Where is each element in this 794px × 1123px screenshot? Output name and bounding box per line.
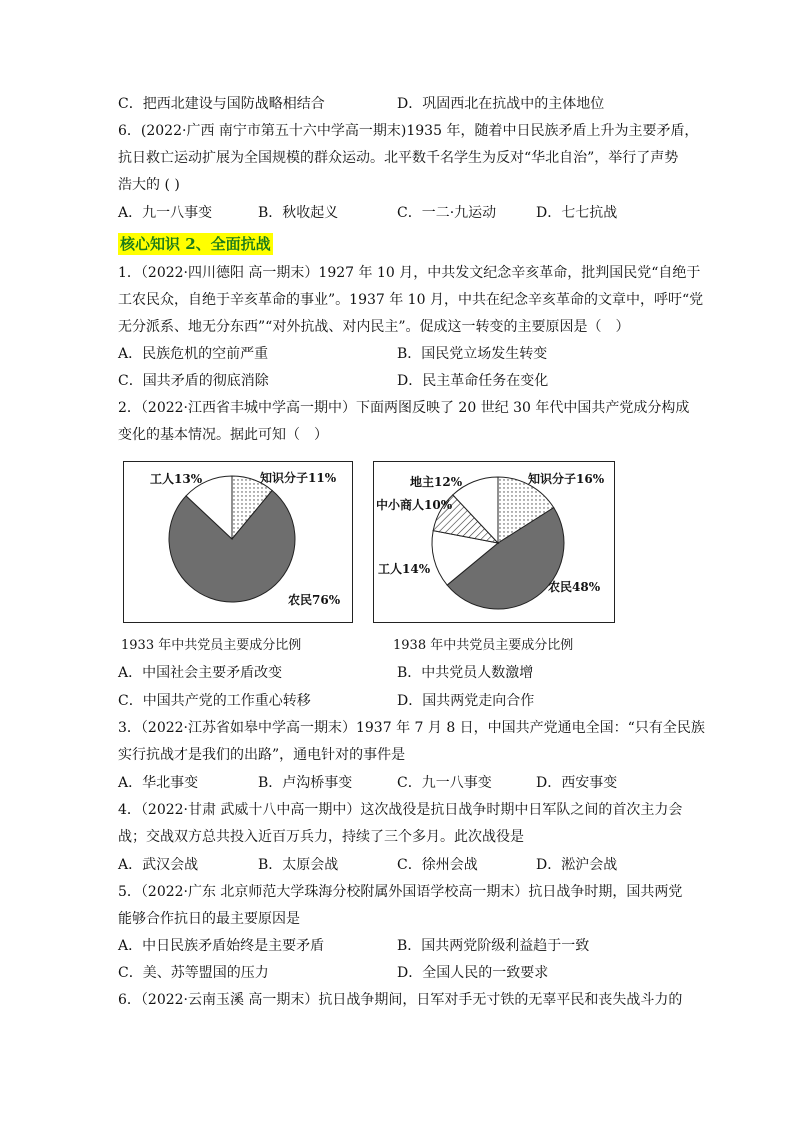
pie-chart-1938-svg (374, 462, 614, 622)
question-text: 1．（2022·四川德阳 高一期末）1927 年 10 月，中共发文纪念辛亥革命，批判国民党“自绝于 (118, 265, 701, 281)
option-d: D．巩固西北在抗战中的主体地位 (397, 96, 605, 112)
option-b: B．中共党员人数激增 (397, 665, 534, 681)
option-d: D．淞沪会战 (536, 857, 618, 873)
option-a: A．武汉会战 (118, 857, 199, 873)
option-c: C．国共矛盾的彻底消除 (118, 373, 269, 389)
option-b: B．卢沟桥事变 (258, 775, 353, 791)
option-c: C．九一八事变 (397, 775, 492, 791)
option-b: B．太原会战 (258, 857, 339, 873)
question-text: 能够合作抗日的最主要原因是 (118, 911, 300, 927)
chart-caption-1938: 1938 年中共党员主要成分比例 (393, 638, 574, 653)
question-text: 实行抗战才是我们的出路”，通电针对的事件是 (118, 747, 406, 763)
option-b: B．国共两党阶级利益趋于一致 (397, 938, 590, 954)
pie-label-工人: 工人14% (378, 562, 431, 576)
option-a: A．中日民族矛盾始终是主要矛盾 (118, 938, 325, 954)
pie-chart-1933 (123, 461, 353, 623)
question-text: 4．（2022·甘肃 武威十八中高一期中）这次战役是抗日战争时期中日军队之间的首次主力会 (118, 802, 683, 818)
option-c: C．美、苏等盟国的压力 (118, 965, 269, 981)
pie-label-中小商人: 中小商人10% (376, 498, 453, 512)
option-c: C．一二·九运动 (397, 205, 497, 221)
question-text: 抗日救亡运动扩展为全国规模的群众运动。北平数千名学生为反对“华北自治”，举行了声势 (118, 150, 679, 166)
pie-label-工人: 工人13% (150, 472, 203, 486)
question-text: 变化的基本情况。据此可知（ ） (118, 427, 328, 443)
question-text: 6．(2022·广西 南宁市第五十六中学高一期末)1935 年，随着中日民族矛盾上升为主要矛盾， (118, 123, 699, 139)
option-a: A．中国社会主要矛盾改变 (118, 665, 283, 681)
question-text: 3．（2022·江苏省如皋中学高一期末）1937 年 7 月 8 日，中国共产党通电全国：“只有全民族 (118, 720, 705, 736)
option-c: C．把西北建设与国防战略相结合 (118, 96, 325, 112)
question-text: 浩大的 ( ) (118, 177, 180, 193)
option-d: D．全国人民的一致要求 (397, 965, 549, 981)
pie-chart-1938 (373, 461, 615, 623)
option-c: C．中国共产党的工作重心转移 (118, 693, 311, 709)
question-text: 5．（2022·广东 北京师范大学珠海分校附属外国语学校高一期末）抗日战争时期，国共两党 (118, 884, 683, 900)
pie-chart-1933-svg (124, 462, 352, 622)
option-d: D．西安事变 (536, 775, 618, 791)
question-text: 工农民众，自绝于辛亥革命的事业”。1937 年 10 月，中共在纪念辛亥革命的文章中，呼吁“党 (118, 292, 704, 308)
option-b: B．国民党立场发生转变 (397, 346, 548, 362)
option-d: D．七七抗战 (536, 205, 618, 221)
question-text: 6．（2022·云南玉溪 高一期末）抗日战争期间，日军对手无寸铁的无辜平民和丧失战斗力的 (118, 992, 683, 1008)
chart-caption-1933: 1933 年中共党员主要成分比例 (121, 638, 302, 653)
pie-label-知识分子: 知识分子16% (528, 472, 605, 486)
option-a: A．民族危机的空前严重 (118, 346, 269, 362)
option-a: A．华北事变 (118, 775, 199, 791)
question-text: 无分派系、地无分东西”“对外抗战、对内民主”。促成这一转变的主要原因是（ ） (118, 319, 630, 335)
option-c: C．徐州会战 (397, 857, 478, 873)
option-d: D．国共两党走向合作 (397, 693, 535, 709)
pie-label-知识分子: 知识分子11% (260, 471, 337, 485)
option-d: D．民主革命任务在变化 (397, 373, 549, 389)
question-text: 2．（2022·江西省丰城中学高一期中）下面两图反映了 20 世纪 30 年代中国共产党成分构成 (118, 400, 690, 416)
option-b: B．秋收起义 (258, 205, 339, 221)
pie-label-农民: 农民76% (288, 593, 341, 607)
pie-label-地主: 地主12% (410, 475, 463, 489)
question-text: 战；交战双方总共投入近百万兵力，持续了三个多月。此次战役是 (118, 829, 524, 845)
pie-label-农民: 农民48% (548, 580, 601, 594)
option-a: A．九一八事变 (118, 205, 213, 221)
section-heading: 核心知识 2、全面抗战 (120, 235, 271, 253)
